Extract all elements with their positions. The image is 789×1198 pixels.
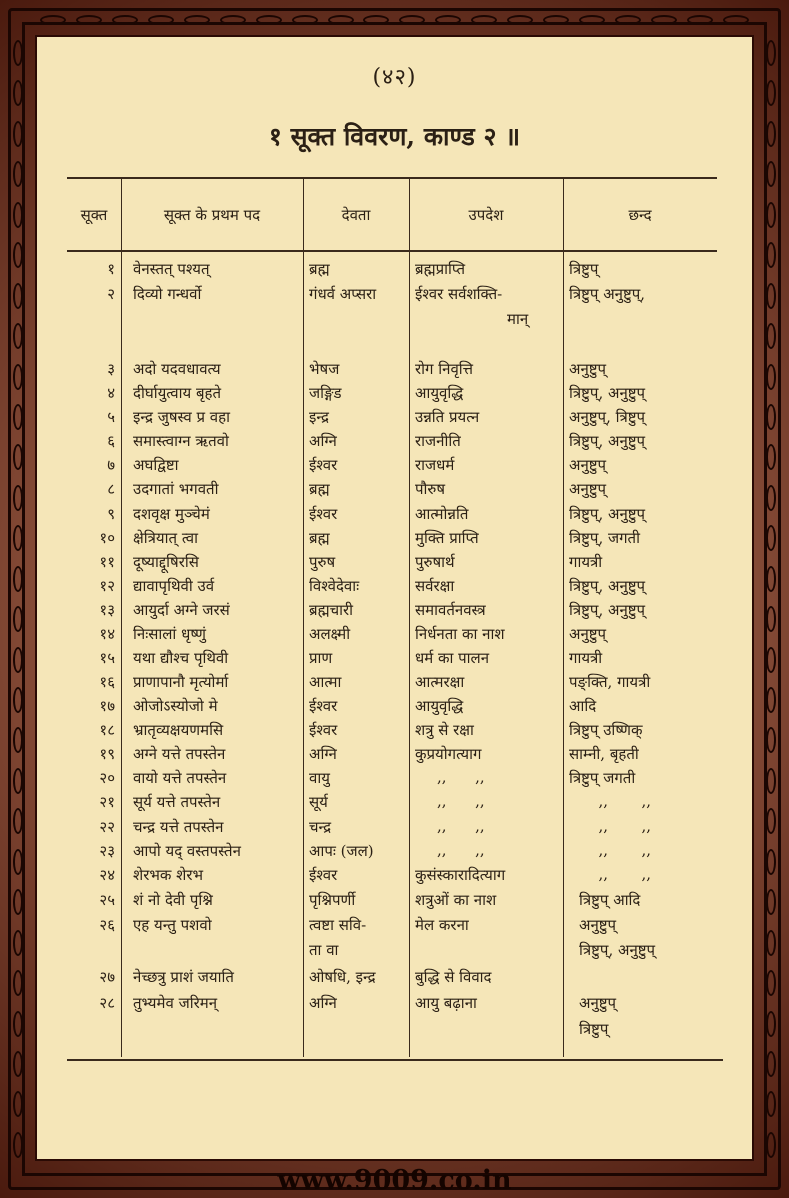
table-row bbox=[37, 792, 756, 816]
row-pada: अघद्विष्टा bbox=[133, 456, 179, 474]
row-upadesh: रोग निवृत्ति bbox=[415, 360, 474, 378]
table-row bbox=[37, 576, 756, 600]
row-number: २३ bbox=[99, 842, 115, 860]
row-devata: ब्रह्म bbox=[309, 529, 330, 547]
table-row bbox=[37, 455, 756, 479]
table-row bbox=[37, 528, 756, 552]
row-upadesh: पुरुषार्थ bbox=[415, 553, 455, 571]
row-chhand: त्रिष्टुप्, अनुष्टुप् bbox=[569, 601, 646, 619]
row-chhand: ,, ,, bbox=[589, 865, 651, 883]
row-upadesh: पौरुष bbox=[415, 480, 446, 498]
row-number: २४ bbox=[99, 866, 115, 884]
row-upadesh: आत्मरक्षा bbox=[415, 673, 465, 691]
row-pada: प्राणापानौ मृत्योर्मा bbox=[133, 673, 229, 691]
row-pada: नेच्छत्रु प्राशं जयाति bbox=[133, 968, 234, 986]
page-number: (४२) bbox=[372, 65, 417, 90]
row-chhand: गायत्री bbox=[569, 649, 603, 667]
row-pada: आयुर्दा अग्ने जरसं bbox=[133, 601, 230, 619]
table-row bbox=[37, 479, 756, 503]
row-devata: वायु bbox=[309, 769, 330, 787]
row-pada: तुभ्यमेव जरिमन् bbox=[133, 994, 218, 1012]
table-row bbox=[37, 552, 756, 576]
row-pada: शं नो देवी पृश्नि bbox=[133, 891, 213, 909]
table-top-rule bbox=[67, 177, 717, 179]
page-title: १ सूक्त विवरण, काण्ड २ ॥ bbox=[268, 122, 521, 151]
row-chhand: अनुष्टुप् bbox=[569, 625, 607, 643]
row-devata: अग्नि bbox=[309, 745, 337, 763]
row-chhand: त्रिष्टुप् अनुष्टुप्, bbox=[569, 285, 646, 303]
row-upadesh: आयुवृद्धि bbox=[415, 384, 464, 402]
row-chhand: त्रिष्टुप्, अनुष्टुप् bbox=[569, 505, 646, 523]
row-devata: भेषज bbox=[309, 360, 340, 378]
row-upadesh: शत्रुओं का नाश bbox=[415, 891, 497, 909]
row-devata: त्वष्टा सवि- bbox=[309, 916, 367, 934]
table-row bbox=[37, 431, 756, 455]
table-row bbox=[37, 865, 756, 889]
row-devata: सूर्य bbox=[309, 793, 328, 811]
row-devata: पुरुष bbox=[309, 553, 336, 571]
table-row bbox=[37, 696, 756, 720]
header-pratham-pad: सूक्त के प्रथम पद bbox=[163, 206, 261, 224]
table-row bbox=[37, 672, 756, 696]
row-number: १५ bbox=[99, 649, 115, 667]
row-upadesh: ब्रह्मप्राप्ति bbox=[415, 260, 466, 278]
row-devata: पृश्निपर्णी bbox=[309, 891, 356, 909]
row-pada: क्षेत्रियात् त्वा bbox=[133, 529, 199, 547]
row-number: २८ bbox=[99, 994, 115, 1012]
row-upadesh: ,, ,, bbox=[437, 768, 485, 786]
table-row bbox=[37, 624, 756, 648]
document-page bbox=[35, 35, 754, 1161]
table-row bbox=[37, 284, 756, 308]
row-pada: उदगातां भगवती bbox=[133, 480, 219, 498]
ornament-top bbox=[40, 12, 749, 28]
row-number: १ bbox=[107, 260, 115, 278]
row-number: ५ bbox=[107, 408, 115, 426]
row-chhand: त्रिष्टुप् bbox=[569, 260, 599, 278]
row-pada: ओजोऽस्योजो मे bbox=[133, 697, 218, 715]
row-devata: ईश्वर bbox=[309, 505, 338, 523]
row-upadesh: आयु बढ़ाना bbox=[415, 994, 477, 1012]
row-pada: अग्ने यत्ते तपस्तेन bbox=[133, 745, 226, 763]
row-upadesh: राजधर्म bbox=[415, 456, 455, 474]
table-row bbox=[37, 648, 756, 672]
table-row bbox=[37, 993, 756, 1017]
row-number: ४ bbox=[107, 384, 115, 402]
row-devata: ईश्वर bbox=[309, 721, 338, 739]
row-pada: वेनस्तत् पश्यत् bbox=[133, 260, 210, 278]
row-chhand: त्रिष्टुप् bbox=[579, 1020, 609, 1038]
table-row bbox=[37, 817, 756, 841]
table-row bbox=[37, 967, 756, 991]
row-chhand: त्रिष्टुप् आदि bbox=[579, 891, 641, 909]
row-number: १२ bbox=[99, 577, 115, 595]
row-chhand: पङ्क्ति, गायत्री bbox=[569, 673, 651, 691]
row-upadesh: सर्वरक्षा bbox=[415, 577, 455, 595]
row-chhand: ,, ,, bbox=[589, 841, 651, 859]
row-upadesh: ,, ,, bbox=[437, 817, 485, 835]
header-chhand: छन्द bbox=[628, 206, 652, 224]
row-upadesh: उन्नति प्रयत्न bbox=[415, 408, 480, 426]
table-row bbox=[37, 359, 756, 383]
row-upadesh: मुक्ति प्राप्ति bbox=[415, 529, 479, 547]
table-row bbox=[37, 768, 756, 792]
row-chhand: त्रिष्टुप्, अनुष्टुप् bbox=[569, 384, 646, 402]
row-number: २६ bbox=[99, 916, 115, 934]
table-row bbox=[37, 259, 756, 283]
row-devata: अलक्ष्मी bbox=[309, 625, 351, 643]
row-chhand: अनुष्टुप् bbox=[569, 456, 607, 474]
row-number: २० bbox=[99, 769, 115, 787]
row-devata: प्राण bbox=[309, 649, 333, 667]
row-upadesh: मान् bbox=[507, 310, 529, 328]
table-row bbox=[37, 309, 756, 333]
row-upadesh: कुप्रयोगत्याग bbox=[415, 745, 482, 763]
row-devata: विश्वेदेवाः bbox=[309, 577, 360, 595]
table-row bbox=[37, 940, 756, 964]
table-row bbox=[37, 504, 756, 528]
row-chhand: साम्नी, बृहती bbox=[569, 745, 639, 763]
header-upadesh: उपदेश bbox=[468, 206, 504, 224]
row-devata: आत्मा bbox=[309, 673, 342, 691]
row-pada: वायो यत्ते तपस्तेन bbox=[133, 769, 227, 787]
row-devata: इन्द्र bbox=[309, 408, 329, 426]
table-row bbox=[37, 841, 756, 865]
row-devata: गंधर्व अप्सरा bbox=[309, 285, 377, 303]
row-pada: समास्त्वाग्न ऋतवो bbox=[133, 432, 229, 450]
row-pada: दीर्घायुत्वाय बृहते bbox=[133, 384, 222, 402]
row-devata: ईश्वर bbox=[309, 456, 338, 474]
row-number: ६ bbox=[107, 432, 115, 450]
row-chhand: ,, ,, bbox=[589, 792, 651, 810]
row-chhand: त्रिष्टुप्, अनुष्टुप् bbox=[569, 432, 646, 450]
row-pada: अदो यदवधावत्य bbox=[133, 360, 221, 378]
row-pada: यथा द्यौश्च पृथिवी bbox=[133, 649, 229, 667]
row-chhand: त्रिष्टुप्, जगती bbox=[569, 529, 640, 547]
table-row bbox=[37, 720, 756, 744]
row-chhand: अनुष्टुप् bbox=[569, 480, 607, 498]
row-chhand: गायत्री bbox=[569, 553, 603, 571]
row-number: २७ bbox=[99, 968, 115, 986]
row-chhand: आदि bbox=[569, 697, 597, 715]
row-number: १९ bbox=[99, 745, 115, 763]
row-devata: अग्नि bbox=[309, 432, 337, 450]
row-devata: जङ्गिड bbox=[309, 384, 342, 402]
row-number: ७ bbox=[107, 456, 115, 474]
row-chhand: अनुष्टुप्, त्रिष्टुप् bbox=[569, 408, 646, 426]
row-number: १८ bbox=[99, 721, 115, 739]
row-devata: ता वा bbox=[309, 941, 339, 959]
row-devata: अग्नि bbox=[309, 994, 337, 1012]
row-chhand: त्रिष्टुप्, अनुष्टुप् bbox=[569, 577, 646, 595]
row-number: १६ bbox=[99, 673, 115, 691]
row-pada: शेरभक शेरभ bbox=[133, 866, 204, 884]
row-pada: दशवृक्ष मुञ्चेमं bbox=[133, 505, 210, 523]
row-upadesh: ,, ,, bbox=[437, 792, 485, 810]
row-chhand: अनुष्टुप् bbox=[579, 916, 617, 934]
row-number: १४ bbox=[99, 625, 115, 643]
header-devata: देवता bbox=[341, 206, 371, 224]
row-pada: दूष्याद्दूषिरसि bbox=[133, 553, 199, 571]
row-chhand: त्रिष्टुप्, अनुष्टुप् bbox=[579, 941, 656, 959]
row-upadesh: बुद्धि से विवाद bbox=[415, 968, 492, 986]
row-upadesh: धर्म का पालन bbox=[415, 649, 490, 667]
table-header-rule bbox=[67, 250, 717, 252]
table-row bbox=[37, 1019, 756, 1043]
ornament-right bbox=[763, 40, 779, 1158]
row-upadesh: कुसंस्कारादित्याग bbox=[415, 866, 506, 884]
row-upadesh: निर्धनता का नाश bbox=[415, 625, 505, 643]
row-pada: द्यावापृथिवी उर्व bbox=[133, 577, 215, 595]
row-pada: इन्द्र जुषस्व प्र वहा bbox=[133, 408, 230, 426]
table-row bbox=[37, 383, 756, 407]
row-devata: ईश्वर bbox=[309, 697, 338, 715]
table-row bbox=[37, 890, 756, 914]
row-number: १० bbox=[99, 529, 115, 547]
table-row bbox=[37, 744, 756, 768]
ornament-left bbox=[10, 40, 26, 1158]
table-row bbox=[37, 915, 756, 939]
row-number: २५ bbox=[99, 891, 115, 909]
row-number: २१ bbox=[99, 793, 115, 811]
row-number: ८ bbox=[107, 480, 115, 498]
row-devata: ब्रह्म bbox=[309, 480, 330, 498]
header-sukt: सूक्त bbox=[80, 206, 108, 224]
row-number: ३ bbox=[107, 360, 115, 378]
row-upadesh: आयुवृद्धि bbox=[415, 697, 464, 715]
row-chhand: त्रिष्टुप् उष्णिक् bbox=[569, 721, 643, 739]
row-number: १३ bbox=[99, 601, 115, 619]
row-upadesh: ईश्वर सर्वशक्ति- bbox=[415, 285, 503, 303]
row-upadesh: समावर्तनवस्त्र bbox=[415, 601, 486, 619]
table-bottom-rule bbox=[67, 1059, 723, 1061]
row-chhand: अनुष्टुप् bbox=[569, 360, 607, 378]
row-upadesh: शत्रु से रक्षा bbox=[415, 721, 474, 739]
row-devata: ओषधि, इन्द्र bbox=[309, 968, 376, 986]
row-chhand: त्रिष्टुप् जगती bbox=[569, 769, 636, 787]
row-number: २२ bbox=[99, 818, 115, 836]
row-pada: आपो यद् वस्तपस्तेन bbox=[133, 842, 241, 860]
row-pada: निःसालां धृष्णुं bbox=[133, 625, 206, 643]
row-number: ९ bbox=[107, 505, 115, 523]
footer-url[interactable]: www.9009.co.in bbox=[277, 1165, 512, 1196]
row-pada: एह यन्तु पशवो bbox=[133, 916, 212, 934]
row-number: २ bbox=[107, 285, 115, 303]
row-upadesh: आत्मोन्नति bbox=[415, 505, 469, 523]
row-number: १७ bbox=[99, 697, 115, 715]
row-upadesh: ,, ,, bbox=[437, 841, 485, 859]
row-chhand: अनुष्टुप् bbox=[579, 994, 617, 1012]
row-upadesh: राजनीति bbox=[415, 432, 461, 450]
row-devata: ब्रह्म bbox=[309, 260, 330, 278]
row-pada: चन्द्र यत्ते तपस्तेन bbox=[133, 818, 224, 836]
row-devata: आपः (जल) bbox=[309, 842, 374, 860]
row-devata: ईश्वर bbox=[309, 866, 338, 884]
table-row bbox=[37, 600, 756, 624]
table-row bbox=[37, 407, 756, 431]
row-devata: ब्रह्मचारी bbox=[309, 601, 354, 619]
row-pada: सूर्य यत्ते तपस्तेन bbox=[133, 793, 221, 811]
row-pada: दिव्यो गन्धर्वो bbox=[133, 285, 202, 303]
row-devata: चन्द्र bbox=[309, 818, 332, 836]
row-number: ११ bbox=[99, 553, 115, 571]
row-upadesh: मेल करना bbox=[415, 916, 469, 934]
row-chhand: ,, ,, bbox=[589, 817, 651, 835]
row-pada: भ्रातृव्यक्षयणमसि bbox=[133, 721, 224, 739]
